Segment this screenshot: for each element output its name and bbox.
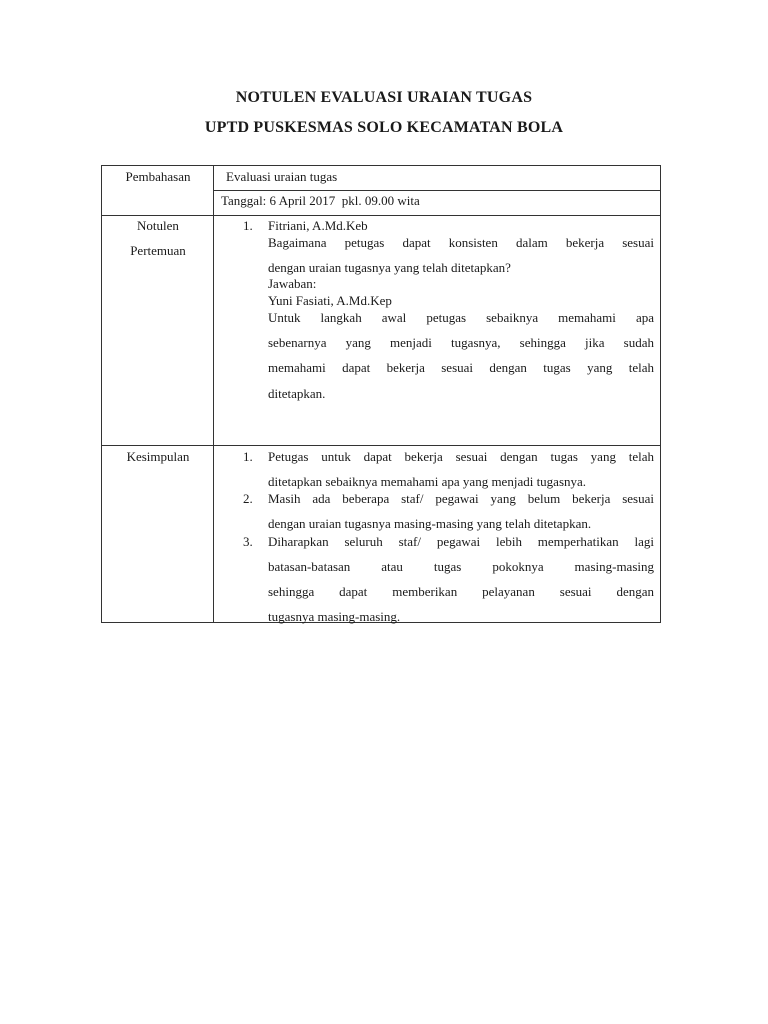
date-value: Tanggal: 6 April 2017 pkl. 09.00 wita [221, 193, 420, 208]
notulen-line: ditetapkan. [268, 386, 326, 401]
minutes-table [101, 165, 661, 623]
conclusion-line: tugasnya masing-masing. [268, 609, 401, 624]
list-number: 3. [243, 534, 253, 549]
conclusion-line: Masih ada beberapa staf/ pegawai yang belum bekerja sesuai [268, 491, 654, 506]
notulen-line: Jawaban: [268, 276, 317, 291]
notulen-line: Bagaimana petugas dapat konsisten dalam bekerja sesuai [268, 235, 654, 250]
conclusion-line: sehingga dapat memberikan pelayanan sesuai dengan [268, 584, 654, 599]
conclusion-line: ditetapkan sebaiknya memahami apa yang menjadi tugasnya. [268, 474, 587, 489]
conclusion-line: Diharapkan seluruh staf/ pegawai lebih memperhatikan lagi [268, 534, 654, 549]
row-divider-sub [213, 190, 660, 191]
row-divider [102, 445, 660, 446]
conclusion-line: batasan-batasan atau tugas pokoknya masing-masing [268, 559, 654, 574]
notulen-line: Untuk langkah awal petugas sebaiknya memahami apa [268, 310, 654, 325]
list-number: 1. [243, 218, 253, 233]
notulen-line: Fitriani, A.Md.Keb [268, 218, 368, 233]
list-number: 2. [243, 491, 253, 506]
pembahasan-value: Evaluasi uraian tugas [226, 169, 338, 184]
row-divider [102, 215, 660, 216]
notulen-label: Notulen [137, 218, 179, 233]
notulen-line: sebenarnya yang menjadi tugasnya, sehingga jika sudah [268, 335, 654, 350]
conclusion-line: Petugas untuk dapat bekerja sesuai dengan tugas yang telah [268, 449, 654, 464]
kesimpulan-label: Kesimpulan [126, 449, 190, 464]
notulen-line: dengan uraian tugasnya yang telah ditetapkan? [268, 260, 511, 275]
document-title: NOTULEN EVALUASI URAIAN TUGAS [235, 89, 533, 106]
notulen-line: memahami dapat bekerja sesuai dengan tugas yang telah [268, 360, 654, 375]
notulen-line: Yuni Fasiati, A.Md.Kep [268, 293, 392, 308]
pembahasan-label: Pembahasan [125, 169, 191, 184]
pertemuan-label: Pertemuan [130, 243, 186, 258]
document-subtitle: UPTD PUSKESMAS SOLO KECAMATAN BOLA [204, 119, 564, 136]
conclusion-line: dengan uraian tugasnya masing-masing yang telah ditetapkan. [268, 516, 592, 531]
list-number: 1. [243, 449, 253, 464]
column-divider [213, 166, 214, 622]
